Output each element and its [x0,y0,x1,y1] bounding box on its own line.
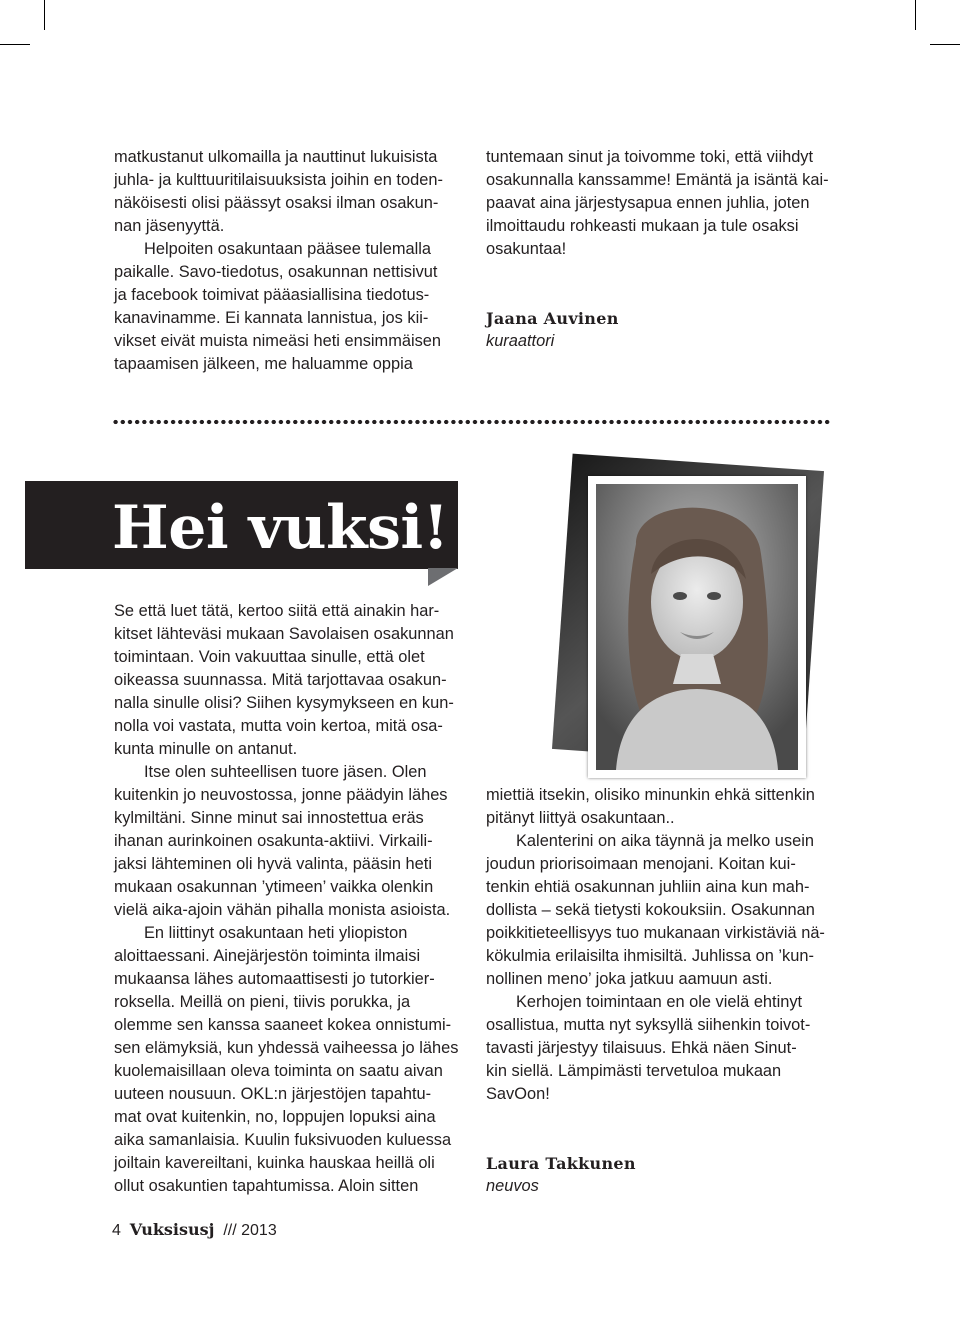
text-line: mukaan osakunnan ’ytimeen’ vaikka olenkin [114,878,434,896]
text-line: kunta minulle on antanut. [114,740,298,758]
text-line: olemme sen kanssa saaneet kokea onnistumi- [114,1016,452,1034]
text-line: kuolemaisillaan oleva toiminta on saatu aivan [114,1062,443,1080]
crop-mark [44,0,45,30]
text-line: ilmoittaudu rohkeasti mukaan ja tule osaksi [486,217,799,235]
text-line: sen elämyksiä, kun yhdessä vaiheessa jo lähes [114,1039,459,1057]
portrait-image [596,484,798,770]
text-line: roksella. Meillä on pieni, tiivis porukka, ja [114,993,411,1011]
text-line: tuntemaan sinut ja toivomme toki, että viihdyt [486,148,814,166]
text-line: tenkin ehtiä osakunnan juhliin aina kun mah- [486,878,810,896]
text-line: kökulmia erilaisilta ihmisiltä. Juhlissa on ’kun- [486,947,814,965]
footer-separator: /// [223,1222,237,1239]
page-footer [112,1218,277,1242]
text-line: nollinen meno’ joka jatkuu aamuun asti. [486,970,773,988]
text-line: ihanan aurinkoinen osakunta-aktiivi. Virkaili- [114,832,433,850]
page-number: 4 [112,1222,121,1239]
crop-mark [915,0,916,30]
text-line: Kalenterini on aika täynnä ja melko usein [516,832,814,850]
text-line: poikkitieteellisyys tuo mukanaan virkistäviä nä- [486,924,825,942]
text-line: Kerhojen toimintaan en ole vielä ehtinyt [516,993,803,1011]
intro-left-column [114,146,443,376]
text-line: osakunnalla kanssamme! Emäntä ja isäntä kai- [486,171,829,189]
text-line: paavat aina järjestysapua ennen juhlia, joten [486,194,810,212]
text-line: juhla- ja kulttuuritilaisuuksista joihin en toden- [114,171,443,189]
text-line: SavOon! [486,1085,550,1103]
text-line: kylmiltäni. Sinne minut sai innostettua eräs [114,809,424,827]
article-left-column [114,600,458,1198]
text-line: aika samanlaisia. Kuulin fuksivuoden kuluessa [114,1131,452,1149]
dotted-divider [112,418,832,426]
text-line: kanavinamme. Ei kannata lannistua, jos kii- [114,309,429,327]
text-line: nalla sinulle olisi? Siihen kysymykseen en kun- [114,694,454,712]
text-line: nolla voi vastata, mutta voin kertoa, mitä osa- [114,717,443,735]
text-line: nan jäsenyyttä. [114,217,225,235]
text-line: joudun priorisoimaan menojani. Koitan kui- [486,855,796,873]
text-line: pitänyt liittyä osakuntaan.. [486,809,675,827]
text-line: ollut osakuntien tapahtumissa. Aloin sitten [114,1177,419,1195]
text-line: Itse olen suhteellisen tuore jäsen. Olen [144,763,427,781]
publication-name: Vuksisusj [129,1220,215,1239]
text-line: oikeassa suunnassa. Mitä tarjottavaa osakun- [114,671,447,689]
banner-fold [428,568,458,586]
intro-right-column [486,146,829,353]
text-line: En liittinyt osakuntaan heti yliopiston [144,924,408,942]
text-line: aloittaessani. Ainejärjestön toiminta ilmaisi [114,947,421,965]
text-line: mukaansa lähes automaattisesti jo tutorkier- [114,970,435,988]
article-right-column [486,784,825,1198]
text-line: kitset lähteväsi mukaan Savolaisen osakunnan [114,625,454,643]
portrait-photo-icon [596,484,798,770]
text-line: tapaamisen jälkeen, me haluamme oppia [114,355,413,373]
text-line: vielä aika-ajoin vähän pihalla monista asioista. [114,901,451,919]
publication-year: 2013 [241,1222,277,1239]
text-line: osallistua, mutta nyt syksyllä siihenkin toivot- [486,1016,811,1034]
text-line: Se että luet tätä, kertoo siitä että ainakin har- [114,602,440,620]
text-line: dollista – sekä tietysti kokouksiin. Osakunnan [486,901,815,919]
text-line: paikalle. Savo-tiedotus, osakunnan nettisivut [114,263,438,281]
text-line: kuitenkin jo neuvostossa, jonne päädyin lähes [114,786,448,804]
signature-name: Laura Takkunen [486,1154,636,1173]
text-line: kin siellä. Lämpimästi tervetuloa mukaan [486,1062,782,1080]
text-line: vikset eivät muista nimeäsi heti ensimmäisen [114,332,442,350]
page-title: Hei vuksi! [112,493,449,563]
text-line: näköisesti olisi päässyt osaksi ilman osakun- [114,194,439,212]
text-line: matkustanut ulkomailla ja nauttinut lukuisista [114,148,438,166]
text-line: ja facebook toimivat pääasiallisina tiedotus- [114,286,430,304]
text-line: miettiä itsekin, olisiko minunkin ehkä sittenkin [486,786,815,804]
signature-role: neuvos [486,1177,539,1195]
text-line: joiltain kavereiltani, kuinka hauskaa heillä oli [114,1154,435,1172]
crop-mark [0,44,30,45]
crop-mark [930,44,960,45]
text-line: toimintaan. Voin vakuuttaa sinulle, että olet [114,648,425,666]
text-line: mat ovat kuitenkin, no, loppujen lopuksi aina [114,1108,436,1126]
signature-role: kuraattori [486,332,555,350]
text-line: jaksi lähteminen oli hyvä valinta, pääsin heti [114,855,432,873]
text-line: Helpoiten osakuntaan pääsee tulemalla [144,240,432,258]
text-line: tavasti järjestyy tilaisuus. Ehkä näen Sinut- [486,1039,797,1057]
portrait-photo [588,476,806,778]
text-line: osakuntaa! [486,240,567,258]
signature-name: Jaana Auvinen [486,309,619,328]
text-line: uuteen nousuun. OKL:n järjestöjen tapahtu- [114,1085,432,1103]
